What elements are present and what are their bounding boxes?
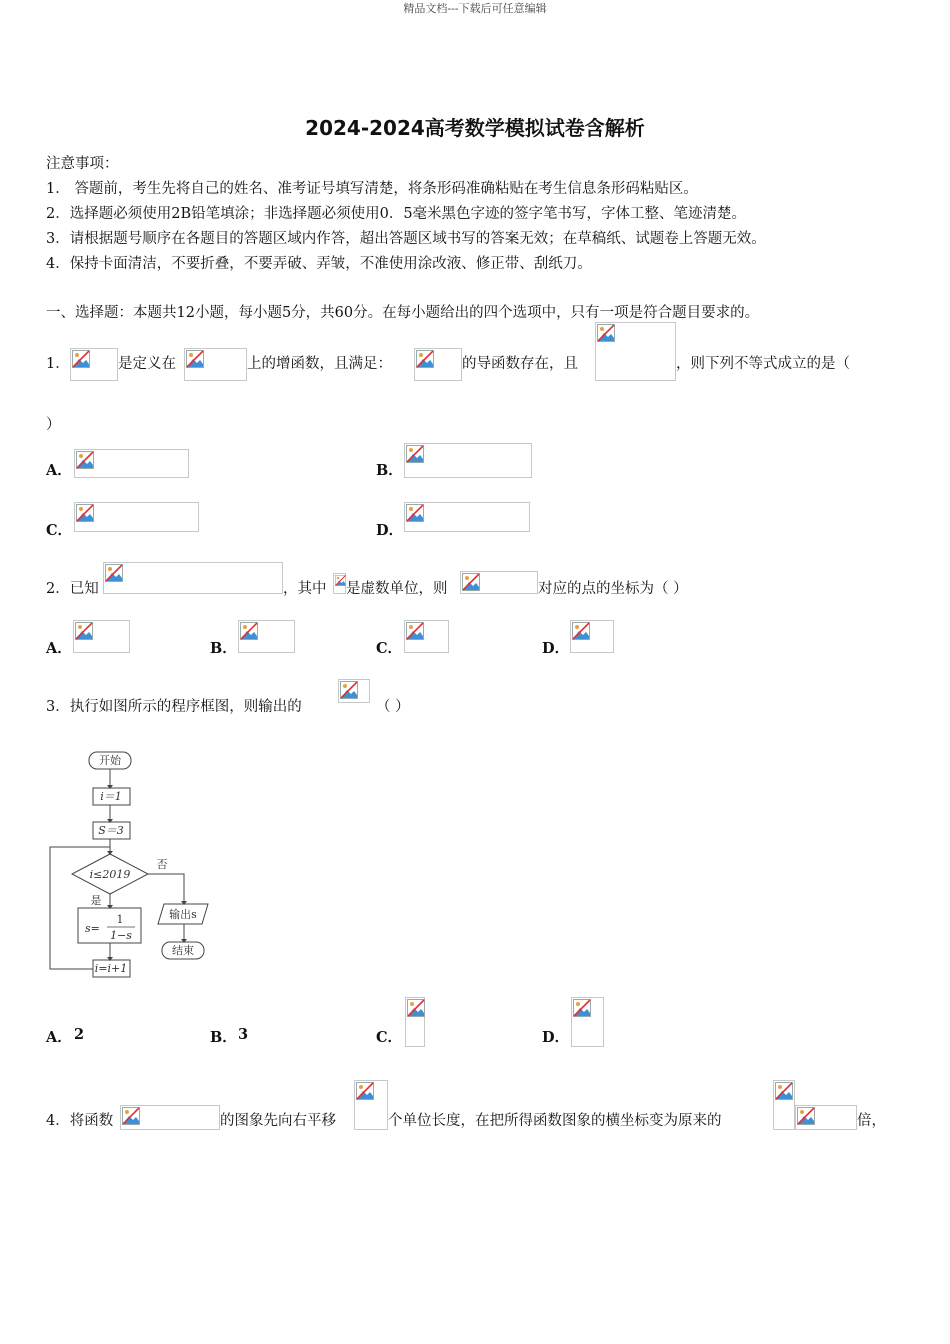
q4-text: 个单位长度，在把所得函数图象的横坐标变为原来的	[388, 1113, 722, 1129]
note-item: 3．请根据题号顺序在各题目的答题区域内作答，超出答题区域书写的答案无效；在草稿纸、试题卷上答题无效。	[46, 231, 766, 247]
broken-image-icon	[573, 999, 591, 1017]
flow-start-label: 开始	[99, 754, 121, 767]
broken-image-icon	[240, 622, 258, 640]
option-image	[404, 443, 532, 478]
broken-image-icon	[186, 350, 204, 368]
q1-text: 的导函数存在，且	[462, 356, 578, 372]
formula-image	[338, 679, 370, 703]
formula-image	[595, 322, 676, 381]
broken-image-icon	[72, 350, 90, 368]
option-label: B．	[376, 462, 403, 479]
formula-image	[773, 1080, 795, 1130]
broken-image-icon	[335, 575, 346, 586]
section-heading: 一、选择题：本题共12小题，每小题5分，共60分。在每小题给出的四个选项中，只有一项是符合题目要求的。	[46, 305, 760, 321]
q2-text: 是虚数单位，则	[346, 581, 448, 597]
broken-image-icon	[122, 1107, 140, 1125]
flow-init-s-label: S＝3	[98, 824, 124, 837]
option-image	[404, 620, 449, 653]
broken-image-icon	[76, 504, 94, 522]
option-image	[74, 449, 189, 478]
broken-image-icon	[797, 1107, 815, 1125]
q3-text: （ ）	[376, 699, 410, 715]
option-image	[238, 620, 295, 653]
broken-image-icon	[76, 451, 94, 469]
broken-image-icon	[775, 1082, 793, 1100]
flow-condition-label: i≤2019	[89, 868, 131, 881]
option-label: A．	[46, 640, 72, 657]
flow-no-label: 否	[156, 858, 168, 871]
q2-text: 2．已知	[46, 581, 99, 597]
option-label: B．	[210, 1029, 237, 1046]
option-label: C．	[376, 1029, 403, 1046]
option-label: A．	[46, 1029, 72, 1046]
broken-image-icon	[340, 681, 358, 699]
q2-text: 对应的点的坐标为（ ）	[538, 581, 688, 597]
q4-text: 4．将函数	[46, 1113, 114, 1129]
option-image	[570, 620, 614, 653]
q3-text: 3．执行如图所示的程序框图，则输出的	[46, 699, 302, 715]
formula-image	[460, 571, 538, 594]
formula-image	[354, 1080, 388, 1130]
note-item: 4．保持卡面清洁，不要折叠，不要弄破、弄皱，不准使用涂改液、修正带、刮纸刀。	[46, 256, 592, 272]
flow-yes-label: 是	[90, 894, 102, 907]
broken-image-icon	[406, 504, 424, 522]
broken-image-icon	[105, 564, 123, 582]
page-title: 2024-2024高考数学模拟试卷含解析	[305, 116, 645, 140]
flow-output-label: 输出s	[169, 908, 197, 921]
option-image	[74, 502, 199, 532]
broken-image-icon	[416, 350, 434, 368]
broken-image-icon	[462, 573, 480, 591]
formula-image	[333, 573, 346, 594]
formula-image	[795, 1105, 857, 1130]
q1-text: 上的增函数，且满足：	[247, 356, 392, 372]
option-image	[405, 997, 425, 1047]
formula-image	[120, 1105, 220, 1130]
q1-text: ）	[46, 417, 61, 433]
broken-image-icon	[406, 445, 424, 463]
option-label: B．	[210, 640, 237, 657]
q4-text: 倍，	[857, 1113, 886, 1129]
formula-image	[184, 348, 247, 381]
flow-assign-lhs: s=	[85, 922, 100, 935]
option-value: 2	[74, 1026, 85, 1043]
option-image	[571, 997, 604, 1047]
option-label: D．	[376, 522, 404, 539]
broken-image-icon	[572, 622, 590, 640]
flowchart	[40, 742, 220, 982]
option-label: D．	[542, 1029, 570, 1046]
notes-heading: 注意事项：	[46, 156, 119, 172]
option-label: A．	[46, 462, 72, 479]
q1-number: 1．	[46, 356, 70, 372]
broken-image-icon	[597, 324, 615, 342]
flow-init-i-label: i＝1	[100, 790, 122, 803]
q2-text: ，其中	[283, 581, 327, 597]
option-value: 3	[238, 1026, 249, 1043]
broken-image-icon	[75, 622, 93, 640]
option-label: C．	[376, 640, 403, 657]
broken-image-icon	[406, 622, 424, 640]
flow-assign-den: 1−s	[110, 929, 132, 942]
flow-increment-label: i=i+1	[94, 962, 128, 975]
formula-image	[414, 348, 462, 381]
option-image	[404, 502, 530, 532]
broken-image-icon	[356, 1082, 374, 1100]
option-label: C．	[46, 522, 73, 539]
option-label: D．	[542, 640, 570, 657]
q4-text: 的图象先向右平移	[220, 1113, 336, 1129]
formula-image	[103, 562, 283, 594]
note-item: 1． 答题前，考生先将自己的姓名、准考证号填写清楚，将条形码准确粘贴在考生信息条形码粘贴区。	[46, 181, 698, 197]
note-item: 2．选择题必须使用2B铅笔填涂；非选择题必须使用0．5毫米黑色字迹的签字笔书写，字体工整、笔迹清楚。	[46, 206, 747, 222]
flow-assign-num: 1	[116, 913, 124, 926]
q1-text: ，则下列不等式成立的是（	[676, 356, 850, 372]
q1-text: 是定义在	[118, 356, 176, 372]
option-image	[73, 620, 130, 653]
flow-end-label: 结束	[172, 944, 194, 957]
page-header: 精品文档---下载后可任意编辑	[403, 2, 547, 15]
broken-image-icon	[407, 999, 425, 1017]
formula-image	[70, 348, 118, 381]
